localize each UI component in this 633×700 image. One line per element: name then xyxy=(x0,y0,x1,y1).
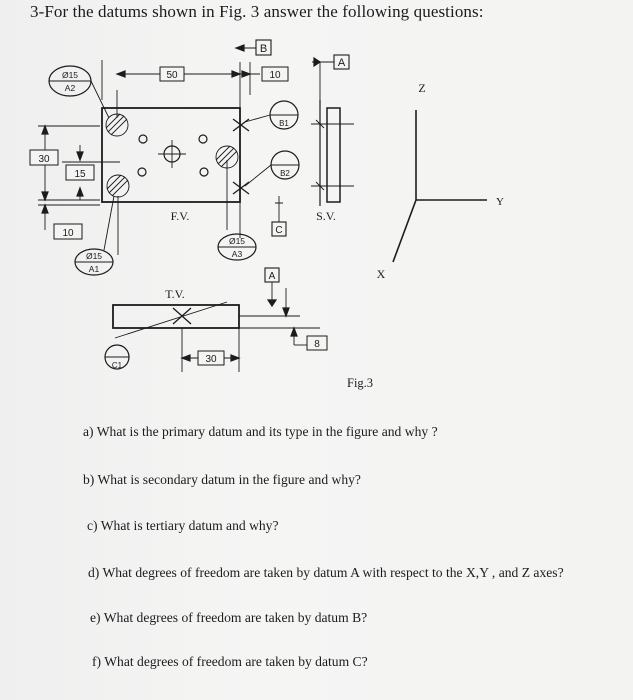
axis-y-label: Y xyxy=(496,196,504,208)
top-view-block xyxy=(113,305,239,328)
svg-text:B1: B1 xyxy=(279,119,289,128)
datum-a-top-label: A xyxy=(337,57,346,69)
question-f: f) What degrees of freedom are taken by datum C? xyxy=(92,654,368,669)
hole-4 xyxy=(200,168,208,176)
datum-c-label: C xyxy=(275,225,283,236)
hole-2 xyxy=(138,168,146,176)
datum-target-a1 xyxy=(107,175,129,197)
dim-30-bottom: 30 xyxy=(205,354,217,365)
front-view-label: F.V. xyxy=(170,209,190,223)
coordinate-axes xyxy=(393,110,487,262)
dim-30-left: 30 xyxy=(38,154,50,165)
figure-caption: Fig.3 xyxy=(347,376,374,390)
front-view-block xyxy=(102,108,240,202)
axis-z-label: Z xyxy=(418,81,426,95)
question-d: d) What degrees of freedom are taken by datum A with respect to the X,Y , and Z axes? xyxy=(88,565,564,580)
svg-text:Ø15: Ø15 xyxy=(228,236,246,246)
svg-text:A1: A1 xyxy=(88,264,100,274)
datum-point-b2-mark xyxy=(233,182,249,194)
top-view-label: T.V. xyxy=(165,287,185,301)
dim-15-left: 15 xyxy=(74,169,86,180)
datum-a-bottom-label: A xyxy=(268,271,276,282)
side-view xyxy=(311,100,354,206)
datum-b-label: B xyxy=(259,43,268,55)
dim-10-left: 10 xyxy=(62,228,74,239)
problem-title: 3-For the datums shown in Fig. 3 answer the following questions: xyxy=(30,2,484,21)
dim-8: 8 xyxy=(314,339,320,350)
question-a: a) What is the primary datum and its type in the figure and why ? xyxy=(83,424,438,439)
question-b: b) What is secondary datum in the figure and why? xyxy=(83,472,361,487)
svg-text:Ø15: Ø15 xyxy=(85,251,103,261)
question-c: c) What is tertiary datum and why? xyxy=(87,518,279,533)
hole-3 xyxy=(199,135,207,143)
svg-text:A3: A3 xyxy=(231,249,243,259)
dim-50: 50 xyxy=(166,70,178,81)
svg-text:C1: C1 xyxy=(111,361,123,370)
axis-x-label: X xyxy=(376,267,386,281)
svg-text:A2: A2 xyxy=(64,83,76,93)
side-view-label: S.V. xyxy=(316,209,336,223)
dim-10-top: 10 xyxy=(269,70,281,81)
hole-1 xyxy=(139,135,147,143)
svg-text:Ø15: Ø15 xyxy=(61,70,79,80)
svg-text:B2: B2 xyxy=(280,169,290,178)
question-e: e) What degrees of freedom are taken by datum B? xyxy=(90,610,368,625)
datum-point-b1-mark xyxy=(233,119,249,131)
